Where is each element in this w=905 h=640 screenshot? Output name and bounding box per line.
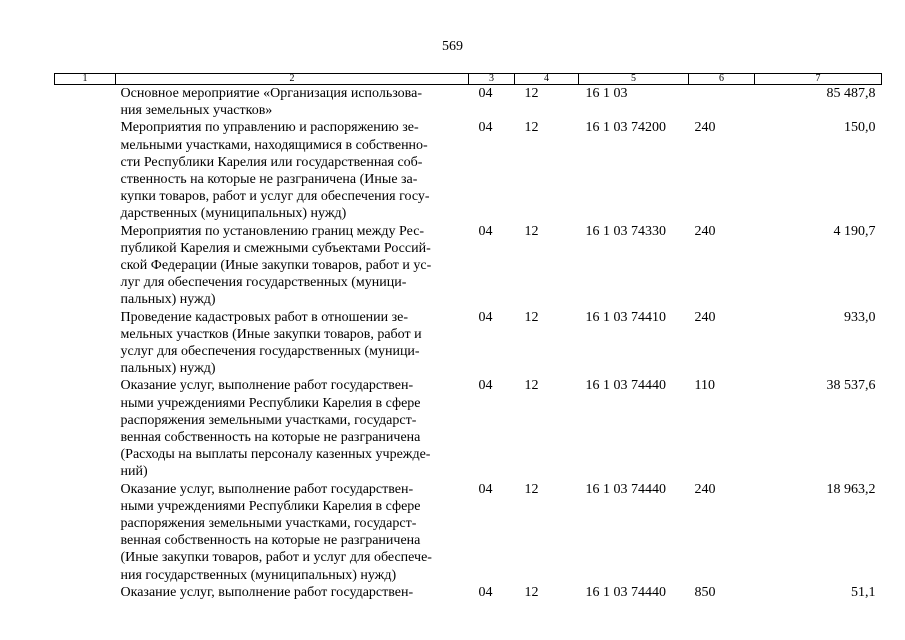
table-row [55, 85, 882, 120]
column-header-1: 1 [55, 74, 116, 85]
row-section: 04 [478, 86, 493, 101]
row-subsection: 12 [524, 584, 539, 600]
row-expense-type: 850 [694, 584, 716, 600]
row-code [55, 481, 116, 584]
row-section: 04 [478, 378, 493, 394]
budget-table [54, 73, 882, 601]
row-subsection: 12 [524, 378, 539, 394]
row-section: 04 [478, 120, 493, 136]
row-target-article: 16 1 03 74440 [585, 584, 666, 600]
row-code [55, 584, 116, 601]
column-header-3: 3 [469, 74, 515, 85]
row-code [55, 377, 116, 480]
table-row [55, 309, 882, 378]
row-expense-type: 110 [694, 378, 715, 394]
page-number: 569 [442, 39, 463, 54]
column-header-6: 6 [689, 74, 755, 85]
row-subsection: 12 [524, 120, 539, 136]
table-row [55, 481, 882, 584]
column-header-4: 4 [515, 74, 579, 85]
row-description: Мероприятия по установлению границ между Рес- публикой Карелия и смежными субъектами Россий- ской Федерации (Иные закупки товаров, работ и ус- луг для обеспечения государственных (муници- пальных) нужд) [120, 223, 432, 308]
row-target-article: 16 1 03 74200 [585, 120, 666, 136]
row-target-article: 16 1 03 74330 [585, 223, 666, 239]
row-description: Оказание услуг, выполнение работ государствен- ными учреждениями Республики Карелия в сфере распоряжения земельными участками, государст- венная собственность на которые не разграничена (Иные закупки товаров, работ и услуг для обеспече- ния государственных (муниципальных) нужд) [120, 481, 432, 583]
row-subsection: 12 [524, 481, 539, 497]
table-row [55, 584, 882, 601]
row-amount: 933,0 [844, 309, 876, 325]
table-header [55, 74, 882, 85]
row-subsection: 12 [524, 86, 539, 101]
row-subsection: 12 [524, 223, 539, 239]
row-expense-type: 240 [694, 120, 716, 136]
table-row [55, 377, 882, 480]
row-subsection: 12 [524, 309, 539, 325]
row-section: 04 [478, 584, 493, 600]
column-header-7: 7 [755, 74, 882, 85]
row-code [55, 309, 116, 378]
row-amount: 38 537,6 [826, 378, 876, 394]
row-amount: 150,0 [844, 120, 876, 136]
row-description: Оказание услуг, выполнение работ государствен- ными учреждениями Республики Карелия в сфере распоряжения земельными участками, государст- венная собственность на которые не разграничена (Расходы на выплаты персоналу казенных учрежде- ний) [120, 378, 431, 480]
row-description: Оказание услуг, выполнение работ государствен- [120, 584, 414, 600]
row-amount: 85 487,8 [826, 86, 876, 101]
row-expense-type: 240 [694, 309, 716, 325]
row-code [55, 85, 116, 120]
table-row [55, 223, 882, 309]
row-code [55, 119, 116, 222]
column-header-5: 5 [579, 74, 689, 85]
row-section: 04 [478, 309, 493, 325]
table-row [55, 119, 882, 222]
row-expense-type: 240 [694, 223, 716, 239]
row-amount: 4 190,7 [833, 223, 876, 239]
column-header-2: 2 [116, 74, 469, 85]
row-amount: 18 963,2 [826, 481, 876, 497]
row-amount: 51,1 [851, 584, 876, 600]
row-section: 04 [478, 481, 493, 497]
row-description: Мероприятия по управлению и распоряжению зе- мельными участками, находящимися в собственно- сти Республики Карелия или государственная соб- ственность на которые не разграничена (Иные за- купки товаров, работ и услуг для обеспечения госу- дарственных (муниципальных) нужд) [120, 120, 430, 222]
row-expense-type [689, 85, 755, 120]
row-description: Проведение кадастровых работ в отношении зе- мельных участков (Иные закупки товаров, работ и услуг для обеспечения государственных (муници- пальных) нужд) [120, 309, 422, 377]
row-target-article: 16 1 03 74410 [585, 309, 666, 325]
row-target-article: 16 1 03 [585, 86, 628, 101]
row-target-article: 16 1 03 74440 [585, 378, 666, 394]
table-body [55, 85, 882, 602]
row-code [55, 223, 116, 309]
row-section: 04 [478, 223, 493, 239]
row-target-article: 16 1 03 74440 [585, 481, 666, 497]
row-description: Основное мероприятие «Организация использова- ния земельных участков» [120, 86, 422, 119]
row-expense-type: 240 [694, 481, 716, 497]
